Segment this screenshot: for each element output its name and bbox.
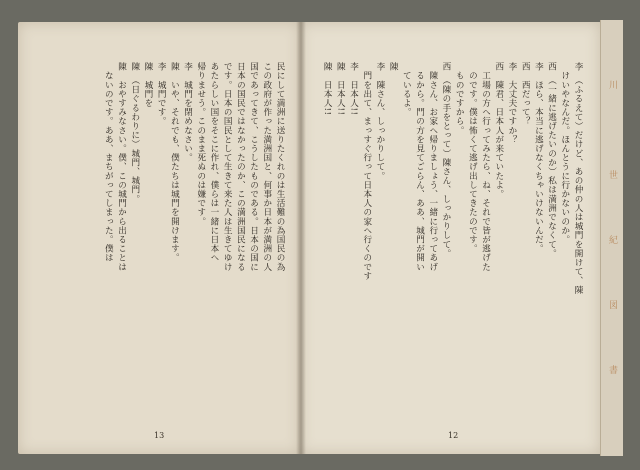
text-column: です。日本の国民として生きて来た人は生きてゆけ	[222, 62, 233, 272]
text-column: 西 （一緒に逃げたいのか）私は満洲でなくて。	[546, 62, 557, 258]
book-gutter	[296, 22, 306, 454]
text-column: るから。門の方を見てごらん、ああ、城門が開い	[414, 62, 425, 272]
text-column: 陳 おやすみなさい。僕、この城門から出ることは	[116, 62, 127, 272]
left-page	[18, 22, 300, 454]
text-column: 西 陳君、日本人が来ていたよ。	[493, 62, 504, 199]
text-column: 陳 （日ぐるわりに）城門、城門。	[129, 62, 140, 204]
text-column: 国であってきて、こうしたものである。日本の国に	[248, 62, 259, 272]
page-edge-strip	[600, 20, 623, 456]
text-column: 李 城門です。	[156, 62, 167, 126]
text-column: 李 （ふるえて）だけど、あの仲の人は城門を開けて、陳	[573, 62, 583, 295]
text-column: 西 （陳の手をとって）陳さん、しっかりして。	[440, 62, 451, 258]
edge-mark: 紀	[607, 235, 617, 244]
text-column: 李 陳さん、しっかりして。	[374, 62, 385, 181]
right-text-columns	[314, 62, 584, 402]
text-column: この政府が作った満洲国と、何事か日本が満洲の人	[261, 62, 272, 272]
edge-mark: 図	[607, 300, 617, 309]
text-column: 陳さん、お家へ帰りましょう、一緒に行ってあげ	[427, 62, 438, 272]
text-column: 帰りませう。このまま死ぬのは嫌です。	[195, 62, 206, 226]
text-column: 陳 日本人!!	[335, 62, 346, 116]
text-column: 李 ほら、本当に逃げなくちゃいけないんだ。	[533, 62, 544, 254]
right-page	[300, 22, 600, 454]
text-column: 李 大丈夫ですか？	[506, 62, 517, 144]
text-column: ているよ。	[401, 62, 412, 117]
text-column: 門を出て、まっすぐ行って日本人の家へ行くのです	[361, 62, 372, 281]
text-column: 陳 いや、それでも、僕たちは城門を開けます。	[169, 62, 180, 263]
text-column: 李 日本人!!	[348, 62, 359, 116]
text-column: のです。僕は怖くて逃げ出してきたのです。	[467, 62, 478, 254]
left-text-columns	[38, 62, 286, 402]
text-column: 工場の方へ行ってみたら、ね、それで皆が逃げた	[480, 62, 491, 272]
edge-mark: 川	[607, 80, 617, 89]
text-column: 民にして満洲に送りたくれのは生活難の為国民の為	[275, 62, 285, 272]
page-number: 12	[448, 431, 459, 440]
text-column: 日本の国民ではなかったのか、この満洲国民になる	[235, 62, 246, 272]
text-column: 陳 城門を	[142, 62, 153, 108]
text-column: 陳 日本人!!	[322, 62, 333, 116]
text-column: あたらしい国をそこに作れ、僕らは一緒に日本へ	[208, 62, 219, 263]
text-column: 李 城門を閉めなさい。	[182, 62, 193, 163]
text-column: ものですから。	[454, 62, 465, 135]
edge-mark: 世	[607, 170, 617, 179]
page-number: 13	[154, 431, 165, 440]
edge-mark: 書	[607, 365, 617, 374]
text-column: 西 西だって？	[520, 62, 531, 126]
text-column: ないのです。ああ、まちがってしまった。僕は	[103, 62, 114, 272]
text-column: けいやなんだ。ほんとうに行かないのか。	[559, 62, 570, 244]
text-column: 陳	[388, 62, 399, 72]
